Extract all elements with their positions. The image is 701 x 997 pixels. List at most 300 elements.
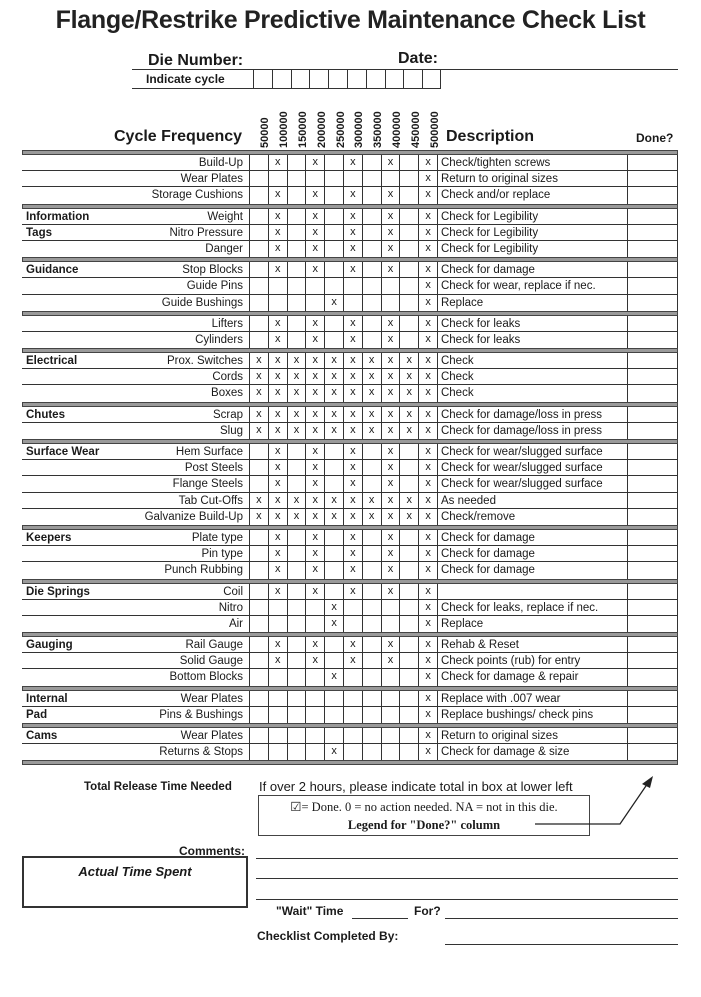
cycle-cell <box>288 691 307 706</box>
item-label: Punch Rubbing <box>164 564 243 577</box>
cycle-column-header <box>406 92 425 148</box>
description-cell: Check for wear/slugged surface <box>438 444 628 459</box>
cycle-cell: x <box>382 209 401 224</box>
table-row <box>22 476 678 492</box>
done-cell[interactable] <box>628 171 678 186</box>
completed-by-label: Checklist Completed By: <box>257 929 399 943</box>
cycle-cell <box>288 262 307 277</box>
cycle-checkbox[interactable] <box>366 70 385 88</box>
table-row <box>22 728 678 744</box>
cycle-cell <box>325 171 344 186</box>
cycle-cell <box>363 669 382 685</box>
done-cell[interactable] <box>628 369 678 384</box>
cycle-cell: x <box>269 241 288 257</box>
group-label <box>22 155 122 170</box>
cycle-cell <box>325 653 344 668</box>
completed-by-field[interactable] <box>445 944 678 945</box>
cycle-cell: x <box>344 423 363 439</box>
cycle-cell: x <box>419 332 438 348</box>
cycle-cell: x <box>344 385 363 401</box>
item-label: Coil <box>223 585 243 598</box>
cycle-cell <box>269 707 288 723</box>
cycle-cell <box>269 616 288 632</box>
table-row <box>22 616 678 632</box>
done-cell[interactable] <box>628 155 678 170</box>
table-row <box>22 530 678 546</box>
cycle-cell <box>344 707 363 723</box>
cycle-cell <box>363 744 382 760</box>
cycle-cell <box>344 728 363 743</box>
cycle-cell: x <box>344 444 363 459</box>
cycle-cells <box>249 562 438 578</box>
description-cell: Replace bushings/ check pins <box>438 707 628 723</box>
cycle-cell: x <box>250 493 269 508</box>
cycle-cell <box>306 728 325 743</box>
group-label: Surface Wear <box>26 446 100 458</box>
done-cell[interactable] <box>628 653 678 668</box>
cycle-cells <box>249 637 438 652</box>
cycle-cells <box>249 278 438 293</box>
cycle-checkbox[interactable] <box>347 70 366 88</box>
done-cell[interactable] <box>628 600 678 615</box>
cycle-cells <box>249 295 438 311</box>
cycle-cell <box>325 584 344 599</box>
cycle-cell: x <box>344 369 363 384</box>
group-label <box>22 546 122 561</box>
item-label: Boxes <box>211 387 243 400</box>
cycle-cells <box>249 616 438 632</box>
item-label: Slug <box>219 424 243 437</box>
cycle-cell <box>250 460 269 475</box>
cycle-cell: x <box>306 460 325 475</box>
cycle-cell: x <box>306 584 325 599</box>
done-cell[interactable] <box>628 407 678 422</box>
done-cell[interactable] <box>628 546 678 561</box>
cycle-cell <box>325 155 344 170</box>
cycle-cell: x <box>269 530 288 545</box>
section-group <box>22 262 678 311</box>
cycle-column-header <box>331 92 350 148</box>
cycle-cell <box>250 209 269 224</box>
cycle-cell <box>325 691 344 706</box>
cycle-cell <box>400 187 419 203</box>
section-group <box>22 444 678 525</box>
cycle-cell: x <box>344 241 363 257</box>
done-cell[interactable] <box>628 353 678 368</box>
cycle-cell <box>250 278 269 293</box>
cycle-cells <box>249 187 438 203</box>
cycle-cell: x <box>382 546 401 561</box>
cycle-cell <box>363 444 382 459</box>
section-group <box>22 691 678 723</box>
cycle-cell: x <box>344 546 363 561</box>
cycle-cells <box>249 241 438 257</box>
description-cell: Check for damage <box>438 546 628 561</box>
description-cell: Check for damage <box>438 562 628 578</box>
cycle-cell <box>325 241 344 257</box>
done-cell[interactable] <box>628 444 678 459</box>
cycle-cell <box>250 707 269 723</box>
done-cell[interactable] <box>628 669 678 685</box>
cycle-cell: x <box>288 407 307 422</box>
cycle-cell: x <box>344 584 363 599</box>
cycle-checkbox[interactable] <box>253 70 272 88</box>
group-label <box>22 476 122 491</box>
cycle-cell: x <box>419 171 438 186</box>
cycle-cell: x <box>269 476 288 491</box>
cycle-cells <box>249 744 438 760</box>
section-group <box>22 584 678 633</box>
item-label: Scrap <box>212 408 243 421</box>
table-row <box>22 187 678 203</box>
cycle-checkbox[interactable] <box>309 70 328 88</box>
done-cell[interactable] <box>628 278 678 293</box>
cycle-cell: x <box>419 187 438 203</box>
cycle-cell: x <box>325 509 344 525</box>
comments-line-1[interactable] <box>256 858 678 859</box>
cycle-cell: x <box>419 278 438 293</box>
cycle-cell <box>325 707 344 723</box>
cycle-cells <box>249 262 438 277</box>
cycle-cell <box>288 584 307 599</box>
done-cell[interactable] <box>628 493 678 508</box>
cycle-cell: x <box>419 530 438 545</box>
cycle-cell: x <box>288 509 307 525</box>
done-cell[interactable] <box>628 460 678 475</box>
cycle-cell: x <box>419 225 438 240</box>
cycle-checkbox[interactable] <box>403 70 422 88</box>
done-cell[interactable] <box>628 187 678 203</box>
cycle-cell <box>306 744 325 760</box>
cycle-cells <box>249 444 438 459</box>
item-label: Wear Plates <box>180 173 243 186</box>
cycle-cell: x <box>269 155 288 170</box>
cycle-cell <box>382 691 401 706</box>
cycle-cell: x <box>400 407 419 422</box>
arrow-icon <box>520 775 660 835</box>
cycle-value: 300000 <box>353 111 366 148</box>
description-cell: Check for damage/loss in press <box>438 423 628 439</box>
group-label <box>22 385 122 401</box>
item-label: Nitro Pressure <box>169 226 243 239</box>
cycle-cell: x <box>344 530 363 545</box>
done-cell[interactable] <box>628 262 678 277</box>
done-cell[interactable] <box>628 209 678 224</box>
cycle-cell: x <box>306 476 325 491</box>
cycle-cell: x <box>344 316 363 331</box>
cycle-cell <box>250 637 269 652</box>
cycle-cell: x <box>419 262 438 277</box>
cycle-cells <box>249 369 438 384</box>
cycle-cell <box>306 278 325 293</box>
cycle-cell: x <box>382 407 401 422</box>
cycle-cell: x <box>382 369 401 384</box>
cycle-cell <box>250 562 269 578</box>
actual-time-box[interactable] <box>22 856 248 908</box>
comments-line-2[interactable] <box>256 878 678 879</box>
legend-line: ☑= Done. 0 = no action needed. NA = not in this die. <box>290 800 558 814</box>
group-label <box>22 460 122 475</box>
for-field[interactable] <box>445 918 678 919</box>
cycle-cell <box>288 295 307 311</box>
cycle-checkbox[interactable] <box>422 70 441 88</box>
cycle-cell: x <box>419 476 438 491</box>
group-label: Gauging <box>26 639 73 652</box>
done-cell[interactable] <box>628 744 678 760</box>
cycle-cell <box>288 241 307 257</box>
cycle-cell: x <box>382 530 401 545</box>
done-cell[interactable] <box>628 476 678 491</box>
cycle-cell: x <box>419 316 438 331</box>
cycle-cell <box>363 209 382 224</box>
cycle-cell <box>400 728 419 743</box>
description-cell: Replace with .007 wear <box>438 691 628 706</box>
cycle-cell: x <box>269 187 288 203</box>
description-cell: Check for wear/slugged surface <box>438 476 628 491</box>
section-group <box>22 637 678 686</box>
cycle-cell: x <box>269 385 288 401</box>
wait-time-label: "Wait" Time <box>276 904 344 918</box>
cycle-cell: x <box>419 241 438 257</box>
cycle-cell: x <box>419 691 438 706</box>
cycle-cell <box>400 653 419 668</box>
cycle-column-header <box>312 92 331 148</box>
cycle-cell <box>269 295 288 311</box>
group-label: Keepers <box>26 531 72 544</box>
cycle-cell: x <box>382 509 401 525</box>
cycle-cell: x <box>306 225 325 240</box>
die-number-label: Die Number: <box>148 52 244 69</box>
description-cell: As needed <box>438 493 628 508</box>
cycle-cell: x <box>288 385 307 401</box>
group-label: Electrical <box>26 355 78 368</box>
group-label: Internal <box>26 692 68 705</box>
description-cell <box>438 584 628 599</box>
cycle-cell <box>344 171 363 186</box>
cycle-cells <box>249 707 438 723</box>
cycle-checkbox[interactable] <box>272 70 291 88</box>
cycle-cell: x <box>419 295 438 311</box>
cycle-cell: x <box>419 669 438 685</box>
cycle-cell <box>344 744 363 760</box>
cycle-cell <box>363 241 382 257</box>
cycle-cell <box>288 707 307 723</box>
description-cell: Check and/or replace <box>438 187 628 203</box>
cycle-cell <box>400 530 419 545</box>
cycle-cell: x <box>288 493 307 508</box>
cycle-cells <box>249 509 438 525</box>
done-cell[interactable] <box>628 316 678 331</box>
cycle-cell <box>363 600 382 615</box>
cycle-cell: x <box>344 262 363 277</box>
table-row <box>22 278 678 294</box>
group-label <box>22 423 122 439</box>
cycle-cell: x <box>382 493 401 508</box>
cycle-cell <box>288 653 307 668</box>
cycle-cell: x <box>382 637 401 652</box>
cycle-cell <box>400 637 419 652</box>
group-label: Information <box>26 210 90 223</box>
cycle-checkbox[interactable] <box>385 70 404 88</box>
cycle-cells <box>249 171 438 186</box>
done-cell[interactable] <box>628 616 678 632</box>
checklist-table <box>22 150 678 765</box>
cycle-cell <box>325 209 344 224</box>
cycle-cell: x <box>269 369 288 384</box>
done-cell[interactable] <box>628 241 678 257</box>
item-label: Tab Cut-Offs <box>178 494 243 507</box>
item-label: Returns & Stops <box>159 746 243 759</box>
cycle-cell <box>250 295 269 311</box>
cycle-cell: x <box>419 423 438 439</box>
cycle-cell <box>363 316 382 331</box>
cycle-cell <box>344 295 363 311</box>
item-label: Weight <box>207 210 243 223</box>
cycle-cell: x <box>419 155 438 170</box>
done-cell[interactable] <box>628 530 678 545</box>
table-row <box>22 295 678 311</box>
done-cell[interactable] <box>628 691 678 706</box>
table-row <box>22 316 678 332</box>
group-label: Guidance <box>26 264 79 277</box>
done-cell[interactable] <box>628 584 678 599</box>
cycle-cell: x <box>419 744 438 760</box>
cycle-value: 200000 <box>315 111 328 148</box>
cycle-cell: x <box>382 385 401 401</box>
cycle-checkbox[interactable] <box>291 70 310 88</box>
cycle-cell <box>363 616 382 632</box>
cycle-cell: x <box>400 385 419 401</box>
cycle-cells <box>249 728 438 743</box>
cycle-cell <box>269 171 288 186</box>
table-row <box>22 562 678 578</box>
section-group <box>22 407 678 439</box>
cycle-cell: x <box>419 444 438 459</box>
description-cell: Check for leaks, replace if nec. <box>438 600 628 615</box>
cycle-value: 50000 <box>259 117 272 148</box>
cycle-cell <box>400 278 419 293</box>
done-cell[interactable] <box>628 225 678 240</box>
table-row <box>22 444 678 460</box>
cycle-cell <box>325 316 344 331</box>
cycle-cell: x <box>382 225 401 240</box>
cycle-cell: x <box>344 407 363 422</box>
cycle-cell <box>250 225 269 240</box>
cycle-cell <box>400 584 419 599</box>
cycle-cell: x <box>288 369 307 384</box>
description-cell: Check for damage <box>438 262 628 277</box>
done-cell[interactable] <box>628 295 678 311</box>
cycle-cell <box>344 669 363 685</box>
cycle-column-headers <box>256 92 444 148</box>
cycle-cell <box>306 707 325 723</box>
cycle-cell: x <box>419 600 438 615</box>
cycle-cell <box>382 616 401 632</box>
comments-line-3[interactable] <box>256 899 678 900</box>
cycle-cell: x <box>306 155 325 170</box>
done-cell[interactable] <box>628 509 678 525</box>
cycle-cell: x <box>325 616 344 632</box>
cycle-value: 150000 <box>296 111 309 148</box>
cycle-cell: x <box>288 423 307 439</box>
done-cell[interactable] <box>628 385 678 401</box>
cycle-value: 450000 <box>409 111 422 148</box>
cycle-cell <box>363 295 382 311</box>
cycle-cell <box>382 707 401 723</box>
cycle-cell: x <box>306 407 325 422</box>
done-cell[interactable] <box>628 562 678 578</box>
cycle-cell <box>363 171 382 186</box>
cycle-cell <box>400 241 419 257</box>
cycle-cell <box>250 155 269 170</box>
item-label: Cords <box>212 371 243 384</box>
done-cell[interactable] <box>628 332 678 348</box>
cycle-cells <box>249 493 438 508</box>
group-label <box>22 493 122 508</box>
cycle-cell: x <box>306 262 325 277</box>
cycle-cell <box>344 691 363 706</box>
group-label <box>22 332 122 348</box>
cycle-cell <box>382 600 401 615</box>
done-cell[interactable] <box>628 707 678 723</box>
item-label: Guide Pins <box>186 280 243 293</box>
cycle-cell <box>363 728 382 743</box>
cycle-cell <box>400 171 419 186</box>
cycle-column-header <box>425 92 444 148</box>
done-cell[interactable] <box>628 423 678 439</box>
cycle-cell: x <box>419 509 438 525</box>
done-cell[interactable] <box>628 637 678 652</box>
description-cell: Check/tighten screws <box>438 155 628 170</box>
item-label: Solid Gauge <box>179 655 243 668</box>
table-row <box>22 600 678 616</box>
cycle-cells <box>249 653 438 668</box>
cycle-cells <box>249 423 438 439</box>
table-row <box>22 385 678 401</box>
cycle-cell: x <box>344 225 363 240</box>
done-cell[interactable] <box>628 728 678 743</box>
cycle-cell <box>250 653 269 668</box>
cycle-cells <box>249 669 438 685</box>
cycle-cell <box>288 600 307 615</box>
table-row <box>22 332 678 348</box>
table-row <box>22 653 678 669</box>
cycle-cell <box>269 669 288 685</box>
group-label <box>22 316 122 331</box>
table-row <box>22 707 678 723</box>
group-label: Pad <box>26 708 48 721</box>
cycle-cell: x <box>306 562 325 578</box>
cycle-cell <box>250 616 269 632</box>
cycle-cell <box>325 460 344 475</box>
indicate-cycle-label: Indicate cycle <box>146 72 225 86</box>
cycle-cell <box>363 691 382 706</box>
cycle-cells <box>249 476 438 491</box>
cycle-cell: x <box>344 509 363 525</box>
cycle-cell <box>306 669 325 685</box>
cycle-checkbox[interactable] <box>328 70 347 88</box>
cycle-cell: x <box>306 369 325 384</box>
cycle-cell: x <box>325 669 344 685</box>
item-label: Cylinders <box>195 333 243 346</box>
item-label: Stop Blocks <box>182 264 243 277</box>
cycle-cell <box>325 546 344 561</box>
cycle-cell: x <box>269 637 288 652</box>
wait-time-field[interactable] <box>352 918 408 919</box>
cycle-cell <box>288 209 307 224</box>
cycle-cell: x <box>363 407 382 422</box>
cycle-cell: x <box>325 493 344 508</box>
